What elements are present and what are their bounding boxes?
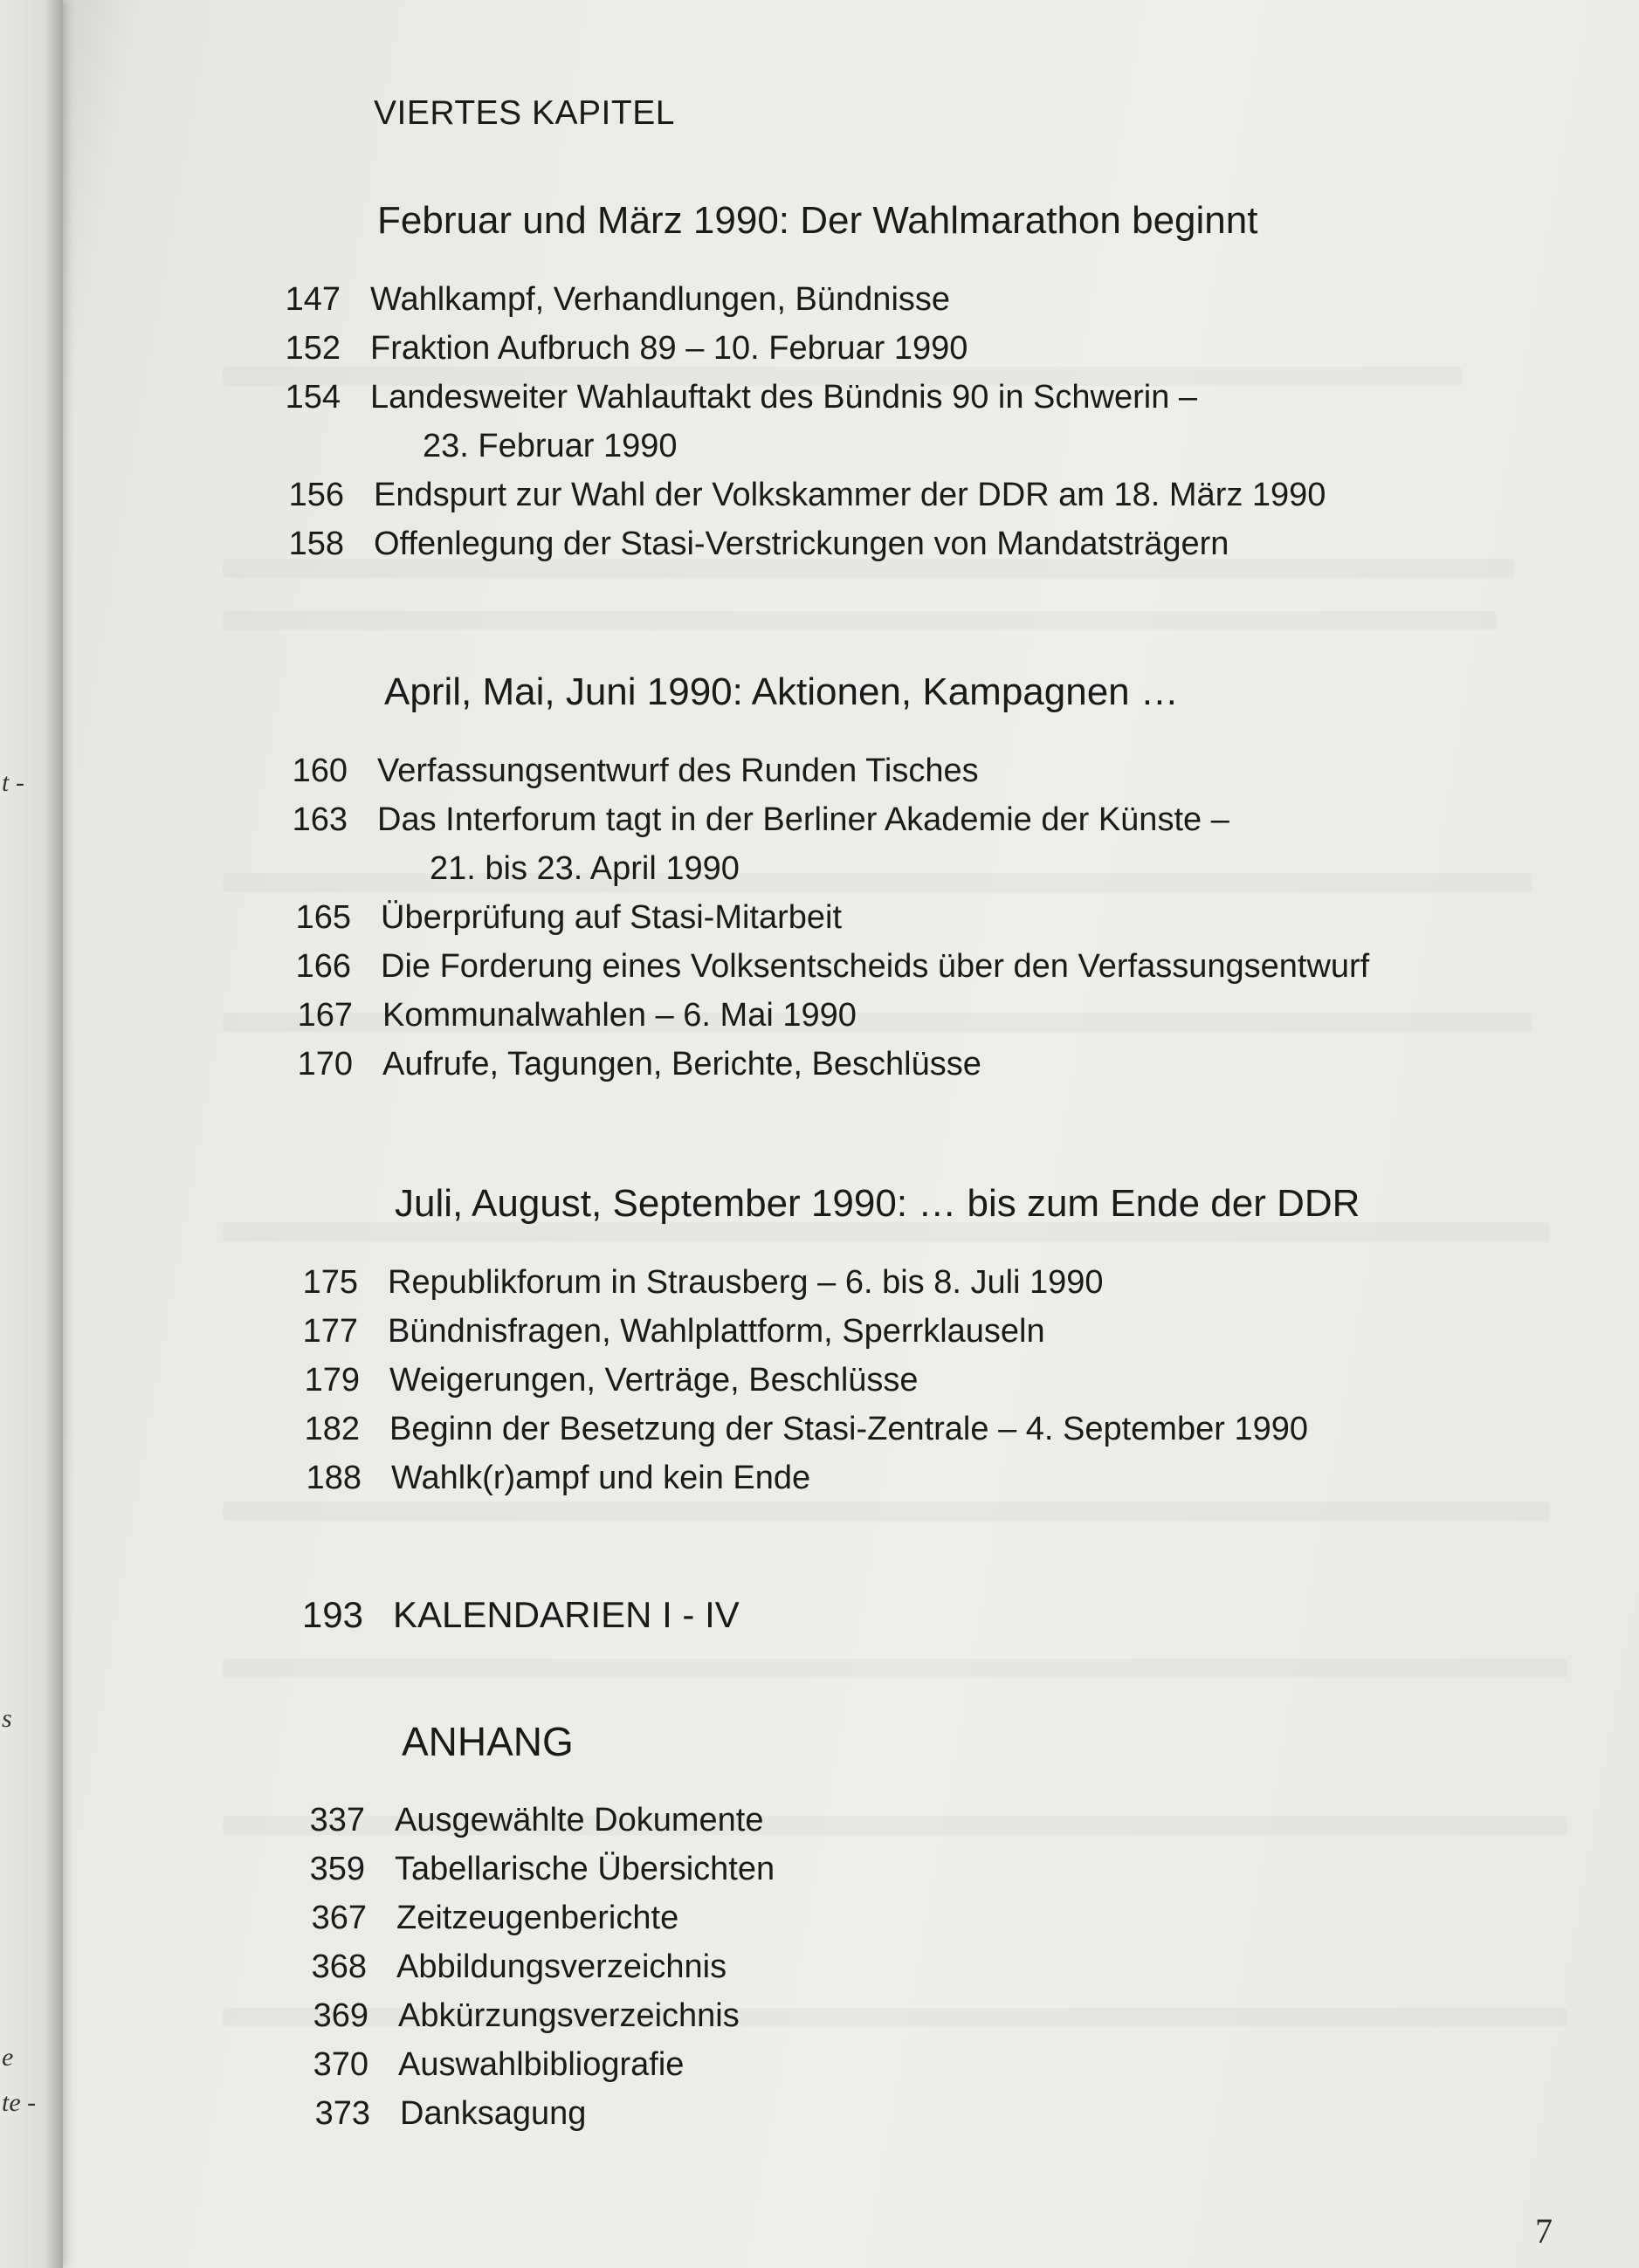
toc-entry-title: Zeitzeugenberichte	[396, 1900, 679, 1936]
left-page-fragment: s	[2, 1704, 12, 1733]
section-title: Juli, August, September 1990: … bis zum Ende der DDR	[395, 1182, 1360, 1225]
toc-page-number: 359	[309, 1851, 365, 1887]
toc-page-number: 166	[295, 948, 351, 985]
toc-entry-title: Danksagung	[400, 2095, 587, 2132]
toc-page-number: 373	[314, 2095, 370, 2132]
left-page-fragment: e	[2, 2043, 14, 2072]
toc-page-number: 179	[304, 1362, 360, 1399]
toc-page-number: 367	[311, 1900, 367, 1936]
toc-entry-title: Verfassungsentwurf des Runden Tisches	[377, 753, 979, 789]
toc-entry-title: Wahlk(r)ampf und kein Ende	[391, 1460, 811, 1496]
toc-entry-title: Weigerungen, Verträge, Beschlüsse	[389, 1362, 919, 1399]
section-title: Februar und März 1990: Der Wahlmarathon beginnt	[377, 199, 1258, 242]
section-title: April, Mai, Juni 1990: Aktionen, Kampagnen …	[384, 670, 1179, 713]
toc-entry-title: Republikforum in Strausberg – 6. bis 8. Juli 1990	[388, 1264, 1104, 1301]
toc-page-number: 177	[302, 1313, 358, 1350]
toc-page-number: 193	[301, 1594, 363, 1635]
toc-page-number: 182	[304, 1411, 360, 1447]
toc-page-number: 167	[297, 997, 353, 1034]
toc-entry-title: Das Interforum tagt in der Berliner Akademie der Künste –	[377, 801, 1229, 838]
toc-entry-title: Abbildungsverzeichnis	[396, 1948, 727, 1985]
anhang-title: ANHANG	[402, 1719, 574, 1764]
toc-page-number: 154	[285, 379, 341, 416]
toc-entry-continuation: 23. Februar 1990	[423, 428, 678, 464]
toc-page-number: 163	[292, 801, 348, 838]
toc-page-number: 147	[285, 281, 341, 318]
toc-entry-title: Endspurt zur Wahl der Volkskammer der DDR am 18. März 1990	[374, 477, 1326, 513]
toc-entry-title: Die Forderung eines Volksentscheids über den Verfassungsentwurf	[381, 948, 1370, 985]
toc-entry-title: Beginn der Besetzung der Stasi-Zentrale – 4. September 1990	[389, 1411, 1308, 1447]
toc-entry-continuation: 21. bis 23. April 1990	[430, 850, 740, 887]
toc-page-number: 158	[288, 526, 344, 562]
toc-entry-title: Tabellarische Übersichten	[395, 1851, 775, 1887]
left-page-fragment: t -	[2, 768, 24, 797]
toc-page-number: 369	[313, 1997, 368, 2034]
toc-page-number: 188	[306, 1460, 362, 1496]
toc-entry-title: Ausgewählte Dokumente	[395, 1802, 764, 1838]
toc-entry-title: Abkürzungsverzeichnis	[398, 1997, 740, 2034]
toc-page-number: 170	[297, 1046, 353, 1082]
toc-entry-title: Fraktion Aufbruch 89 – 10. Februar 1990	[370, 330, 968, 367]
toc-page-number: 165	[295, 899, 351, 936]
page-number: 7	[1535, 2211, 1553, 2251]
toc-page-number: 160	[292, 753, 348, 789]
toc-entry-title: Aufrufe, Tagungen, Berichte, Beschlüsse	[382, 1046, 981, 1082]
toc-page-number: 337	[309, 1802, 365, 1838]
toc-entry-title: Offenlegung der Stasi-Verstrickungen von Mandatsträgern	[374, 526, 1229, 562]
toc-page-number: 156	[288, 477, 344, 513]
toc-entry-title: KALENDARIEN I - IV	[393, 1594, 740, 1635]
toc-entry-title: Landesweiter Wahlauftakt des Bündnis 90 in Schwerin –	[370, 379, 1198, 416]
toc-entry-title: Auswahlbibliografie	[398, 2046, 685, 2083]
toc-page-number: 175	[302, 1264, 358, 1301]
chapter-label: VIERTES KAPITEL	[374, 94, 675, 132]
toc-entry-title: Bündnisfragen, Wahlplattform, Sperrklauseln	[388, 1313, 1045, 1350]
left-page-fragment: te -	[2, 2088, 37, 2117]
toc-entry-title: Überprüfung auf Stasi-Mitarbeit	[381, 899, 843, 936]
toc-page-number: 370	[313, 2046, 368, 2083]
toc-page-number: 152	[285, 330, 341, 367]
toc-entry-title: Kommunalwahlen – 6. Mai 1990	[382, 997, 857, 1034]
toc-page-number: 368	[311, 1948, 367, 1985]
toc-entry-title: Wahlkampf, Verhandlungen, Bündnisse	[370, 281, 951, 318]
